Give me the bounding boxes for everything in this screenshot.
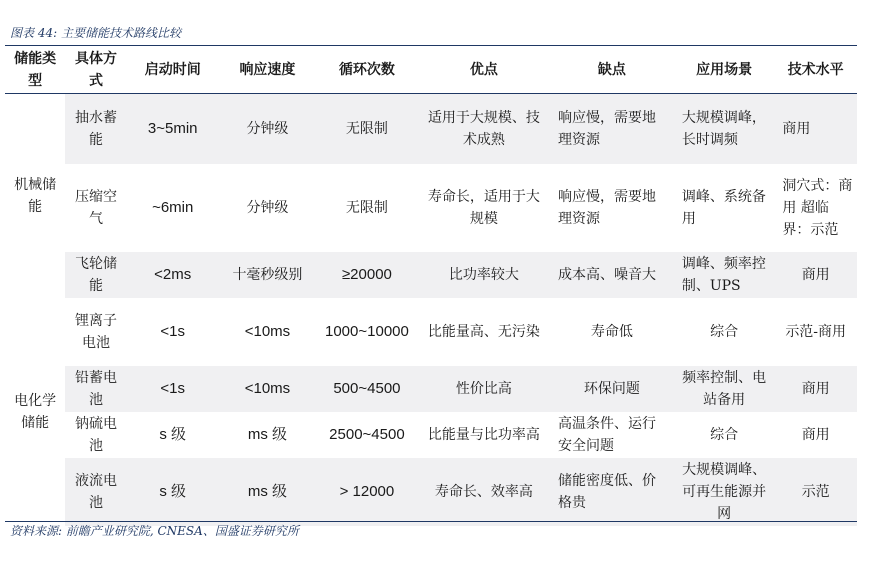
pros-cell: 性价比高 [418, 366, 550, 412]
header-cell: 具体方式 [65, 47, 126, 94]
header-cell: 优点 [418, 47, 550, 94]
header-cell: 应用场景 [674, 47, 775, 94]
response-cell: <10ms [219, 298, 316, 366]
cycles-cell: 2500~4500 [316, 412, 418, 458]
method-cell: 抽水蓄能 [65, 94, 126, 164]
scene-cell: 大规模调峰，长时调频 [674, 94, 775, 164]
start-cell: <1s [127, 298, 219, 366]
method-cell: 铅蓄电池 [65, 366, 126, 412]
cons-cell: 成本高、噪音大 [550, 252, 674, 298]
pros-cell: 寿命长，适用于大规模 [418, 164, 550, 252]
method-cell: 压缩空气 [65, 164, 126, 252]
level-cell: 示范-商用 [774, 298, 857, 366]
start-cell: ~6min [127, 164, 219, 252]
pros-cell: 比能量高、无污染 [418, 298, 550, 366]
scene-cell: 调峰、频率控制、UPS [674, 252, 775, 298]
scene-cell: 综合 [674, 298, 775, 366]
pros-cell: 寿命长、效率高 [418, 458, 550, 526]
cycles-cell: 1000~10000 [316, 298, 418, 366]
header-cell: 循环次数 [316, 47, 418, 94]
header-cell: 启动时间 [127, 47, 219, 94]
level-cell: 商用 [774, 94, 857, 164]
method-cell: 液流电池 [65, 458, 126, 526]
scene-cell: 调峰、系统备用 [674, 164, 775, 252]
method-cell: 飞轮储能 [65, 252, 126, 298]
start-cell: <2ms [127, 252, 219, 298]
response-cell: 分钟级 [219, 164, 316, 252]
level-cell: 商用 [774, 412, 857, 458]
cons-cell: 环保问题 [550, 366, 674, 412]
start-cell: s 级 [127, 412, 219, 458]
cycles-cell: 500~4500 [316, 366, 418, 412]
table-row [5, 252, 857, 298]
cons-cell: 响应慢，需要地理资源 [550, 164, 674, 252]
header-cell: 技术水平 [774, 47, 857, 94]
start-cell: <1s [127, 366, 219, 412]
table-row [5, 298, 857, 366]
header-cell: 响应速度 [219, 47, 316, 94]
scene-cell: 综合 [674, 412, 775, 458]
cycles-cell: 无限制 [316, 94, 418, 164]
table-caption: 图表 44: 主要储能技术路线比较 [10, 26, 181, 40]
start-cell: s 级 [127, 458, 219, 526]
cons-cell: 储能密度低、价格贵 [550, 458, 674, 526]
cycles-cell: > 12000 [316, 458, 418, 526]
cycles-cell: ≥20000 [316, 252, 418, 298]
response-cell: ms 级 [219, 458, 316, 526]
cycles-cell: 无限制 [316, 164, 418, 252]
cons-cell: 高温条件、运行安全问题 [550, 412, 674, 458]
level-cell: 商用 [774, 252, 857, 298]
cons-cell: 响应慢，需要地理资源 [550, 94, 674, 164]
comparison-table [5, 47, 857, 526]
method-cell: 钠硫电池 [65, 412, 126, 458]
pros-cell: 比功率较大 [418, 252, 550, 298]
pros-cell: 适用于大规模、技术成熟 [418, 94, 550, 164]
top-rule [5, 45, 857, 46]
table-row [5, 412, 857, 458]
scene-cell: 频率控制、电站备用 [674, 366, 775, 412]
source-note: 资料来源: 前瞻产业研究院, CNESA、国盛证券研究所 [10, 524, 299, 538]
table-row [5, 366, 857, 412]
category-cell: 机械储能 [5, 94, 65, 298]
level-cell: 示范 [774, 458, 857, 526]
response-cell: 十毫秒级别 [219, 252, 316, 298]
cons-cell: 寿命低 [550, 298, 674, 366]
response-cell: ms 级 [219, 412, 316, 458]
header-row [5, 47, 857, 94]
table-row [5, 94, 857, 164]
table-row [5, 458, 857, 526]
category-cell: 电化学储能 [5, 298, 65, 526]
header-cell: 储能类型 [5, 47, 65, 94]
table-row [5, 164, 857, 252]
level-cell: 洞穴式：商用 超临界：示范 [774, 164, 857, 252]
scene-cell: 大规模调峰、可再生能源并网 [674, 458, 775, 526]
response-cell: <10ms [219, 366, 316, 412]
start-cell: 3~5min [127, 94, 219, 164]
level-cell: 商用 [774, 366, 857, 412]
method-cell: 锂离子电池 [65, 298, 126, 366]
pros-cell: 比能量与比功率高 [418, 412, 550, 458]
response-cell: 分钟级 [219, 94, 316, 164]
header-cell: 缺点 [550, 47, 674, 94]
